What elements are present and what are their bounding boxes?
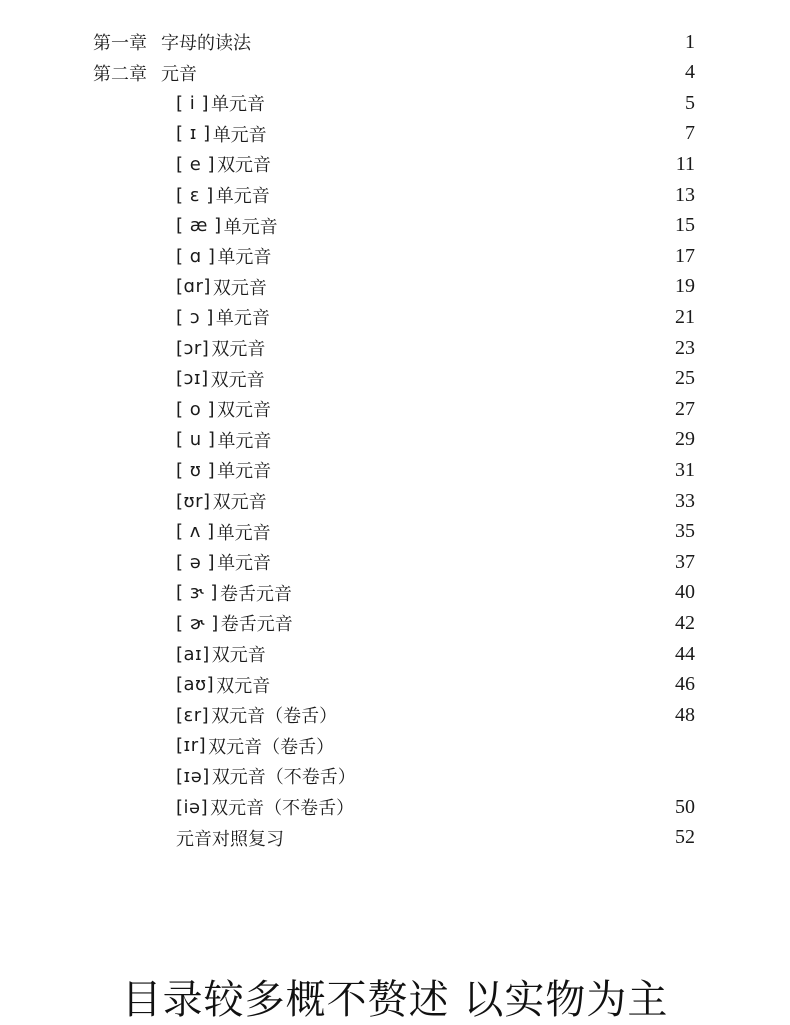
- chapter-number: 第二章: [93, 63, 147, 85]
- entry-title: 卷舌元音: [220, 614, 293, 636]
- phonetic-symbol: [ʊr]: [176, 490, 211, 512]
- entry-title: 双元音（不卷舌）: [210, 798, 355, 819]
- toc-sub-entry: [176, 547, 695, 577]
- page-number: 21: [675, 305, 695, 328]
- entry-title: 单元音: [217, 461, 272, 483]
- phonetic-symbol: [ ɛ ]: [176, 184, 214, 206]
- entry-title: 元音: [161, 63, 197, 85]
- toc-sub-entry: [176, 211, 695, 241]
- toc-chapter-entry: [93, 27, 695, 57]
- phonetic-symbol: [ɑr]: [176, 276, 211, 298]
- dot-leader: [272, 639, 661, 669]
- phonetic-symbol: [ e ]: [176, 153, 216, 175]
- page-number: 15: [675, 214, 695, 237]
- toc-sub-entry: [176, 88, 695, 118]
- page-number: 44: [675, 642, 695, 665]
- toc-sub-entry: [176, 364, 695, 394]
- entry-title: 单元音: [217, 430, 272, 452]
- phonetic-symbol: [ɪə]: [176, 765, 210, 787]
- entry-title: 双元音（卷舌）: [208, 736, 335, 758]
- phonetic-symbol: [ ɑ ]: [176, 245, 216, 267]
- toc-sub-entry: [176, 302, 695, 332]
- dot-leader: [276, 180, 661, 210]
- toc-sub-entry: [176, 486, 695, 516]
- entry-title: 双元音: [211, 339, 266, 360]
- entry-title: 双元音: [216, 675, 271, 697]
- page-number: 46: [675, 673, 695, 696]
- entry-title: 字母的读法: [161, 33, 251, 54]
- page-number: 29: [675, 428, 695, 451]
- dot-leader: [273, 272, 661, 302]
- entry-title: 单元音: [216, 522, 271, 544]
- toc-sub-entry: [176, 608, 695, 638]
- dot-leader: [277, 455, 661, 485]
- phonetic-symbol: [aʊ]: [176, 674, 215, 696]
- page-number: 11: [675, 152, 695, 175]
- entry-title: 单元音: [223, 216, 278, 238]
- dot-leader: [271, 364, 661, 394]
- phonetic-symbol: [ o ]: [176, 398, 216, 420]
- dot-leader: [277, 547, 661, 577]
- page-number: 23: [675, 336, 695, 359]
- dot-leader: [257, 27, 661, 57]
- page-number: 42: [675, 611, 695, 634]
- toc-sub-entry: [176, 731, 695, 761]
- dot-leader: [203, 58, 661, 88]
- phonetic-symbol: [ɪr]: [176, 735, 207, 757]
- phonetic-symbol: [ɔɪ]: [176, 368, 209, 390]
- dot-leader: [277, 425, 661, 455]
- toc-sub-entry: [176, 180, 695, 210]
- page-number: 4: [685, 61, 695, 84]
- dot-leader: [273, 119, 661, 149]
- footer-caption: 目录较多概不赘述 以实物为主: [121, 977, 669, 1023]
- toc-sub-entry: [176, 578, 695, 608]
- entry-title: 双元音: [217, 400, 272, 422]
- phonetic-symbol: [ u ]: [176, 429, 216, 451]
- entry-title: 卷舌元音: [219, 583, 292, 605]
- page-number: 33: [675, 489, 695, 512]
- page-number: 1: [685, 30, 695, 53]
- page-number: 35: [675, 520, 695, 543]
- entry-title: 双元音: [210, 369, 265, 391]
- entry-title: 元音对照复习: [176, 828, 284, 850]
- entry-title: 双元音: [212, 492, 267, 513]
- page-number: 7: [685, 122, 695, 145]
- phonetic-symbol: [ɔr]: [176, 337, 210, 359]
- entry-title: 单元音: [217, 553, 272, 575]
- chapter-number: 第一章: [93, 33, 147, 54]
- phonetic-symbol: [ ɪ ]: [176, 123, 211, 145]
- dot-leader: [276, 302, 661, 332]
- page-number: 52: [675, 826, 695, 849]
- dot-leader: [360, 792, 661, 822]
- dot-leader: [284, 211, 661, 241]
- entry-title: 双元音: [217, 155, 272, 177]
- toc-sub-entry: [176, 761, 695, 791]
- toc-sub-entry: [176, 670, 695, 700]
- toc-sub-entry: [176, 149, 695, 179]
- dot-leader: [271, 88, 661, 118]
- toc-chapter-entry: [93, 58, 695, 88]
- phonetic-symbol: [ɛr]: [176, 704, 210, 726]
- toc-sub-entry: [176, 394, 695, 424]
- dot-leader: [273, 486, 661, 516]
- page-number: 31: [675, 458, 695, 481]
- dot-leader: [277, 394, 661, 424]
- dot-leader: [277, 149, 661, 179]
- toc-sub-entry: [176, 272, 695, 302]
- entry-title: 单元音: [217, 247, 272, 269]
- page-number: 48: [675, 703, 695, 726]
- entry-title: 双元音（不卷舌）: [211, 767, 356, 789]
- entry-title: 单元音: [215, 186, 270, 207]
- phonetic-symbol: [ ɔ ]: [176, 306, 214, 328]
- page-number: 27: [675, 397, 695, 420]
- page-number: 5: [685, 91, 695, 114]
- phonetic-symbol: [ ʌ ]: [176, 521, 215, 543]
- page-number: 13: [675, 183, 695, 206]
- page-number: 17: [675, 244, 695, 267]
- dot-leader: [299, 608, 661, 638]
- entry-title: 单元音: [212, 124, 267, 146]
- phonetic-symbol: [ i ]: [176, 92, 209, 114]
- dot-leader: [271, 333, 661, 363]
- entry-title: 单元音: [215, 308, 270, 330]
- phonetic-symbol: [ ʊ ]: [176, 459, 216, 481]
- page-number: 40: [675, 581, 695, 604]
- toc-sub-entry: [176, 119, 695, 149]
- phonetic-symbol: [ ə ]: [176, 551, 216, 573]
- toc-sub-entry: [176, 792, 695, 822]
- entry-title: 双元音（卷舌）: [211, 706, 338, 728]
- dot-leader: [343, 700, 661, 730]
- toc-sub-entry: [176, 823, 695, 853]
- toc-sub-entry: [176, 425, 695, 455]
- phonetic-symbol: [ ɚ ]: [176, 612, 219, 634]
- toc-sub-entry: [176, 639, 695, 669]
- entry-title: 双元音: [212, 277, 267, 299]
- dot-leader: [298, 578, 661, 608]
- page-number: 25: [675, 367, 695, 390]
- page-number: 50: [675, 795, 695, 818]
- dot-leader: [277, 517, 661, 547]
- dot-leader: [290, 823, 661, 853]
- phonetic-symbol: [ ɝ ]: [176, 582, 218, 604]
- phonetic-symbol: [ æ ]: [176, 215, 222, 237]
- toc-sub-entry: [176, 455, 695, 485]
- page-number: 37: [675, 550, 695, 573]
- toc-sub-entry: [176, 700, 695, 730]
- entry-title: 单元音: [211, 94, 265, 116]
- dot-leader: [276, 670, 661, 700]
- page-number: 19: [675, 275, 695, 298]
- toc-sub-entry: [176, 333, 695, 363]
- phonetic-symbol: [aɪ]: [176, 643, 210, 665]
- entry-title: 双元音: [211, 645, 266, 666]
- phonetic-symbol: [iə]: [176, 796, 209, 818]
- toc-sub-entry: [176, 241, 695, 271]
- dot-leader: [277, 241, 661, 271]
- toc-sub-entry: [176, 517, 695, 547]
